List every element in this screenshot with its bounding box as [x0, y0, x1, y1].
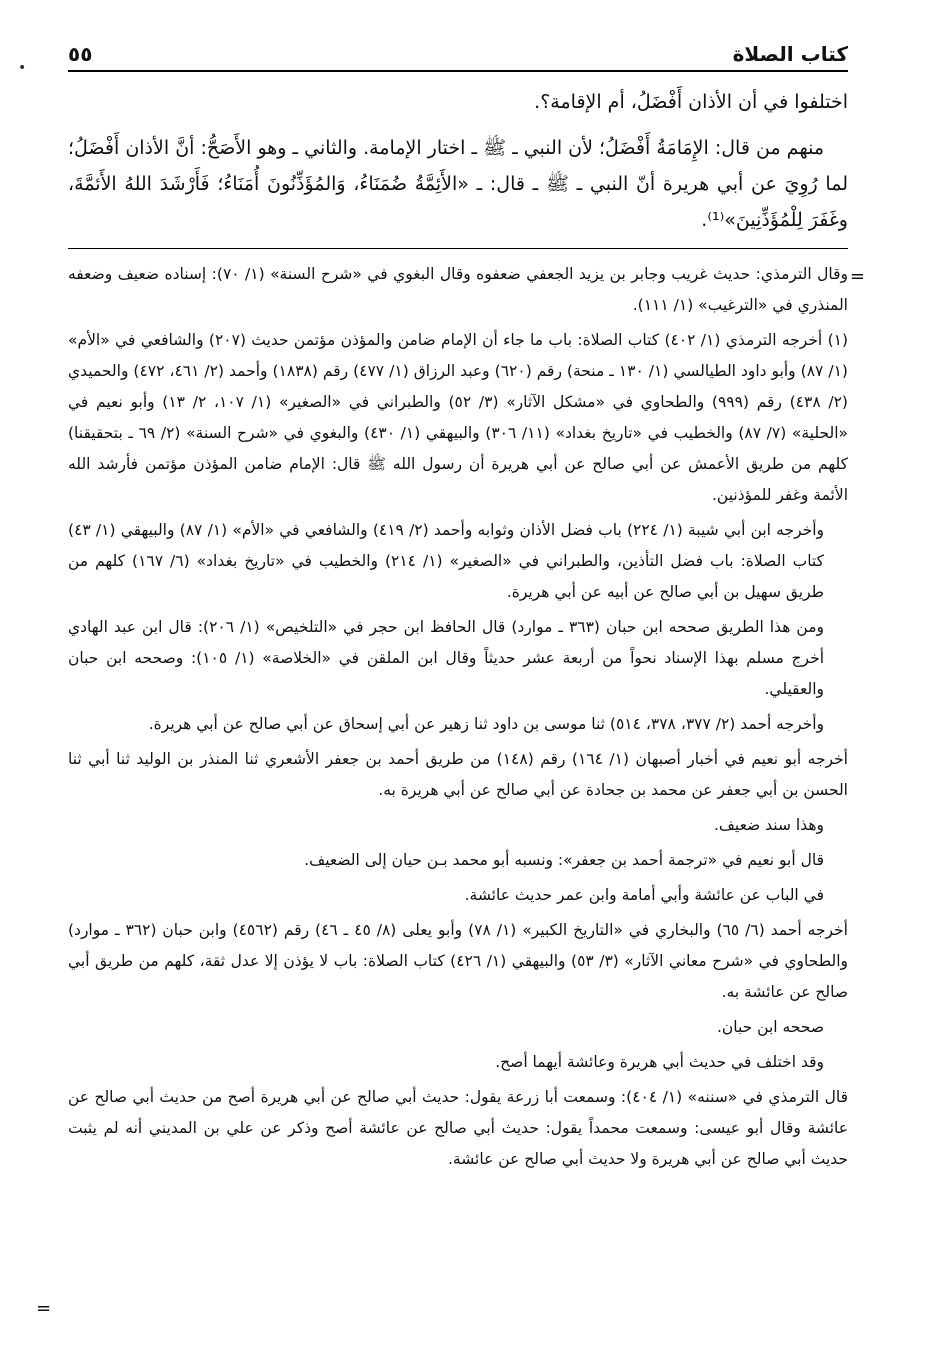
main-text	[68, 84, 848, 238]
footnote-paragraph: وهذا سند ضعيف.	[713, 816, 824, 834]
footnote-paragraph: في الباب عن عائشة وأبي أمامة وابن عمر حديث عائشة.	[464, 886, 824, 904]
footnote-paragraph: صححه ابن حبان.	[716, 1018, 824, 1036]
footnote-paragraph: وأخرجه ابن أبي شيبة (١/ ٢٢٤) باب فضل الأذان وثوابه وأحمد (٢/ ٤١٩) والشافعي في «الأم» (١/ ٨٧) والبيهقي (١/ ٤٣) كتاب الصلاة: باب فضل التأذين، والطبراني في «الصغير» (١/ ٢١٤) والخطيب في «تاريخ بغداد» (٦/ ١٦٧) كلهم من طريق سهيل بن أبي صالح عن أبيه عن أبي هريرة.	[68, 521, 824, 601]
footnote-paragraph: أخرجه أحمد (٦/ ٦٥) والبخاري في «التاريخ الكبير» (١/ ٧٨) وأبو يعلى (٨/ ٤٥ ـ ٤٦) رقم (٤٥٦٢) وابن حبان (٣٦٢ ـ موارد) والطحاوي في «شرح معاني الآثار» (٣/ ٥٣) والبيهقي (١/ ٤٢٦) كتاب الصلاة: باب لا يؤذن إلا عدل ثقة، كلهم من طريق أبي صالح عن عائشة به.	[68, 921, 848, 1001]
footnote-paragraph: قال أبو نعيم في «ترجمة أحمد بن جعفر»: ونسبه أبو محمد بـن حيان إلى الضعيف.	[304, 851, 824, 869]
main-paragraph-2: منهم من قال: الإِمَامَةُ أَفْضَلُ؛ لأن النبي ـ ﷺ ـ اختار الإمامة. والثاني ـ وهو الأَصَحُّ: أنَّ الأذان أَفْضَلُ؛ لما رُوِيَ عن أبي هريرة أنّ النبي ـ ﷺ ـ قال: ـ «الأَئِمَّةُ ضُمَنَاءُ، وَالمُؤَذِّنُونَ أُمَنَاءُ؛ فَأَرْشَدَ اللهُ الأَئمَّةَ، وغَفَرَ لِلْمُؤَذِّنِينَ»⁽¹⁾.	[68, 137, 848, 231]
book-page	[68, 40, 848, 1179]
footnote-separator	[68, 248, 848, 249]
running-header	[68, 40, 848, 72]
footnote-paragraph: قال الترمذي في «سننه» (١/ ٤٠٤): وسمعت أبا زرعة يقول: حديث أبي صالح عن أبي هريرة أصح من حديث أبي صالح عن عائشة وقال أبو عيسى: وسمعت محمداً يقول: حديث أبي صالح عن عائشة أصح وذكر عن علي بن المديني أنه لم يثبت حديث أبي صالح عن أبي هريرة ولا حديث أبي صالح عن عائشة.	[68, 1088, 848, 1168]
footnote-paragraph: وقد اختلف في حديث أبي هريرة وعائشة أيهما أصح.	[495, 1053, 824, 1071]
margin-tick-mark: •	[18, 60, 27, 76]
chapter-title: كتاب الصلاة	[732, 42, 848, 66]
footnote-continuation: وقال الترمذي: حديث غريب وجابر بن يزيد الجعفي ضعفوه وقال البغوي في «شرح السنة» (١/ ٧٠): إسناده ضعيف وضعفه المنذري في «الترغيب» (١/ ١١١).	[68, 265, 849, 314]
main-paragraph-1: اختلفوا في أن الأذان أَفْضَلُ، أم الإقامة؟.	[534, 91, 848, 113]
footnote-paragraph: ومن هذا الطريق صححه ابن حبان (٣٦٣ ـ موارد) قال الحافظ ابن حجر في «التلخيص» (١/ ٢٠٦): قال ابن عبد الهادي أخرج مسلم بهذا الإسناد نحواً من أربعة عشر حديثاً وقال ابن الملقن في «الخلاصة» (١/ ١٠٥): وصححه ابن حبان والعقيلي.	[68, 618, 824, 698]
continuation-mark-bottom: =	[36, 1298, 52, 1319]
footnote-paragraph: وأخرجه أحمد (٢/ ٣٧٧، ٣٧٨، ٥١٤) ثنا موسى بن داود ثنا زهير عن أبي إسحاق عن أبي صالح عن أبي هريرة.	[148, 715, 824, 733]
footnote-1: (١) أخرجه الترمذي (١/ ٤٠٢) كتاب الصلاة: باب ما جاء أن الإمام ضامن والمؤذن مؤتمن حديث (٢٠٧) والشافعي في «الأم» (١/ ٨٧) وأبو داود الطيالسي (١/ ١٣٠ ـ منحة) رقم (٦٢٠) وعبد الرزاق (١/ ٤٧٧) رقم (١٨٣٨) وأحمد (٢/ ٤٦١، ٤٧٢) والحميدي (٢/ ٤٣٨) رقم (٩٩٩) والطحاوي في «مشكل الآثار» (٣/ ٥٢) والطبراني في «الصغير» (١/ ١٠٧، ٢/ ١٣) وأبو نعيم في «الحلية» (٧/ ٨٧) والخطيب في «تاريخ بغداد» (١١/ ٣٠٦) والبيهقي (١/ ٤٣٠) والبغوي في «شرح السنة» (٢/ ٦٩ ـ بتحقيقنا) كلهم من طريق الأعمش عن أبي صالح عن أبي هريرة أن رسول الله ﷺ قال: الإمام ضامن المؤذن مؤتمن فأرشد الله الأئمة وغفر للمؤذنين.	[68, 331, 849, 504]
footnotes	[68, 259, 848, 1175]
continuation-mark-top: =	[849, 266, 865, 287]
page-number: ٥٥	[68, 42, 93, 66]
footnote-paragraph: أخرجه أبو نعيم في أخبار أصبهان (١/ ١٦٤) رقم (١٤٨) من طريق أحمد بن جعفر الأشعري ثنا المنذر بن الوليد ثنا أبي ثنا الحسن بن أبي جعفر عن محمد بن جحادة عن أبي صالح عن أبي هريرة به.	[68, 750, 848, 799]
